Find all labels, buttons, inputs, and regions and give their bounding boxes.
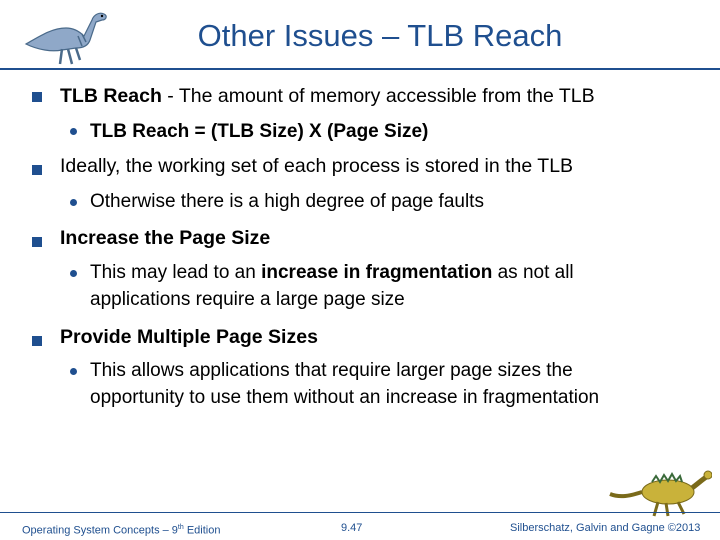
bullet-4-text: Provide Multiple Page Sizes (60, 326, 318, 348)
page-number: 9.47 (341, 522, 363, 534)
bullet-3-sub-pre: This may lead to an (90, 262, 262, 283)
footer-book-title: Operating System Concepts – 9 (22, 524, 178, 537)
bullet-1-text (60, 85, 595, 108)
bullet-2-text: Ideally, the working set of each process is stored in the TLB (60, 155, 574, 177)
slide-title: Other Issues – TLB Reach (197, 18, 563, 53)
footer-divider (0, 512, 720, 513)
round-bullet-icon (70, 128, 77, 135)
bullet-3-text: Increase the Page Size (60, 227, 271, 249)
bullet-1-rest: - The amount of memory accessible from the TLB (161, 85, 595, 107)
footer-edition: Edition (183, 524, 221, 537)
bullet-1-sub-1: TLB Reach = (TLB Size) X (Page Size) (90, 121, 429, 142)
round-bullet-icon (70, 199, 77, 206)
square-bullet-icon (32, 336, 42, 346)
dinosaur-logo-icon (22, 6, 114, 66)
footer-superscript: th (177, 524, 184, 531)
bullet-3-sub-post: as not all (492, 262, 574, 283)
square-bullet-icon (32, 165, 42, 175)
bullet-4-sub-line2: opportunity to use them without an increase in fragmentation (90, 387, 600, 408)
round-bullet-icon (70, 368, 77, 375)
dinosaur-footer-icon (608, 462, 712, 518)
bullet-3-sub-bold: increase in fragmentation (261, 262, 493, 283)
square-bullet-icon (32, 237, 42, 247)
footer-left (22, 524, 220, 537)
bullet-2-sub-1: Otherwise there is a high degree of page faults (90, 191, 484, 212)
round-bullet-icon (70, 270, 77, 277)
square-bullet-icon (32, 92, 42, 102)
bullet-4-sub-1 (90, 357, 599, 411)
bullet-1-bold: TLB Reach (60, 85, 162, 107)
title-divider (0, 68, 720, 70)
footer-copyright: Silberschatz, Galvin and Gagne ©2013 (510, 522, 701, 534)
bullet-3-sub-1 (90, 259, 574, 313)
bullet-4-sub-line1: This allows applications that require larger page sizes the (90, 360, 573, 381)
bullet-3-sub-line2: applications require a large page size (90, 289, 405, 310)
